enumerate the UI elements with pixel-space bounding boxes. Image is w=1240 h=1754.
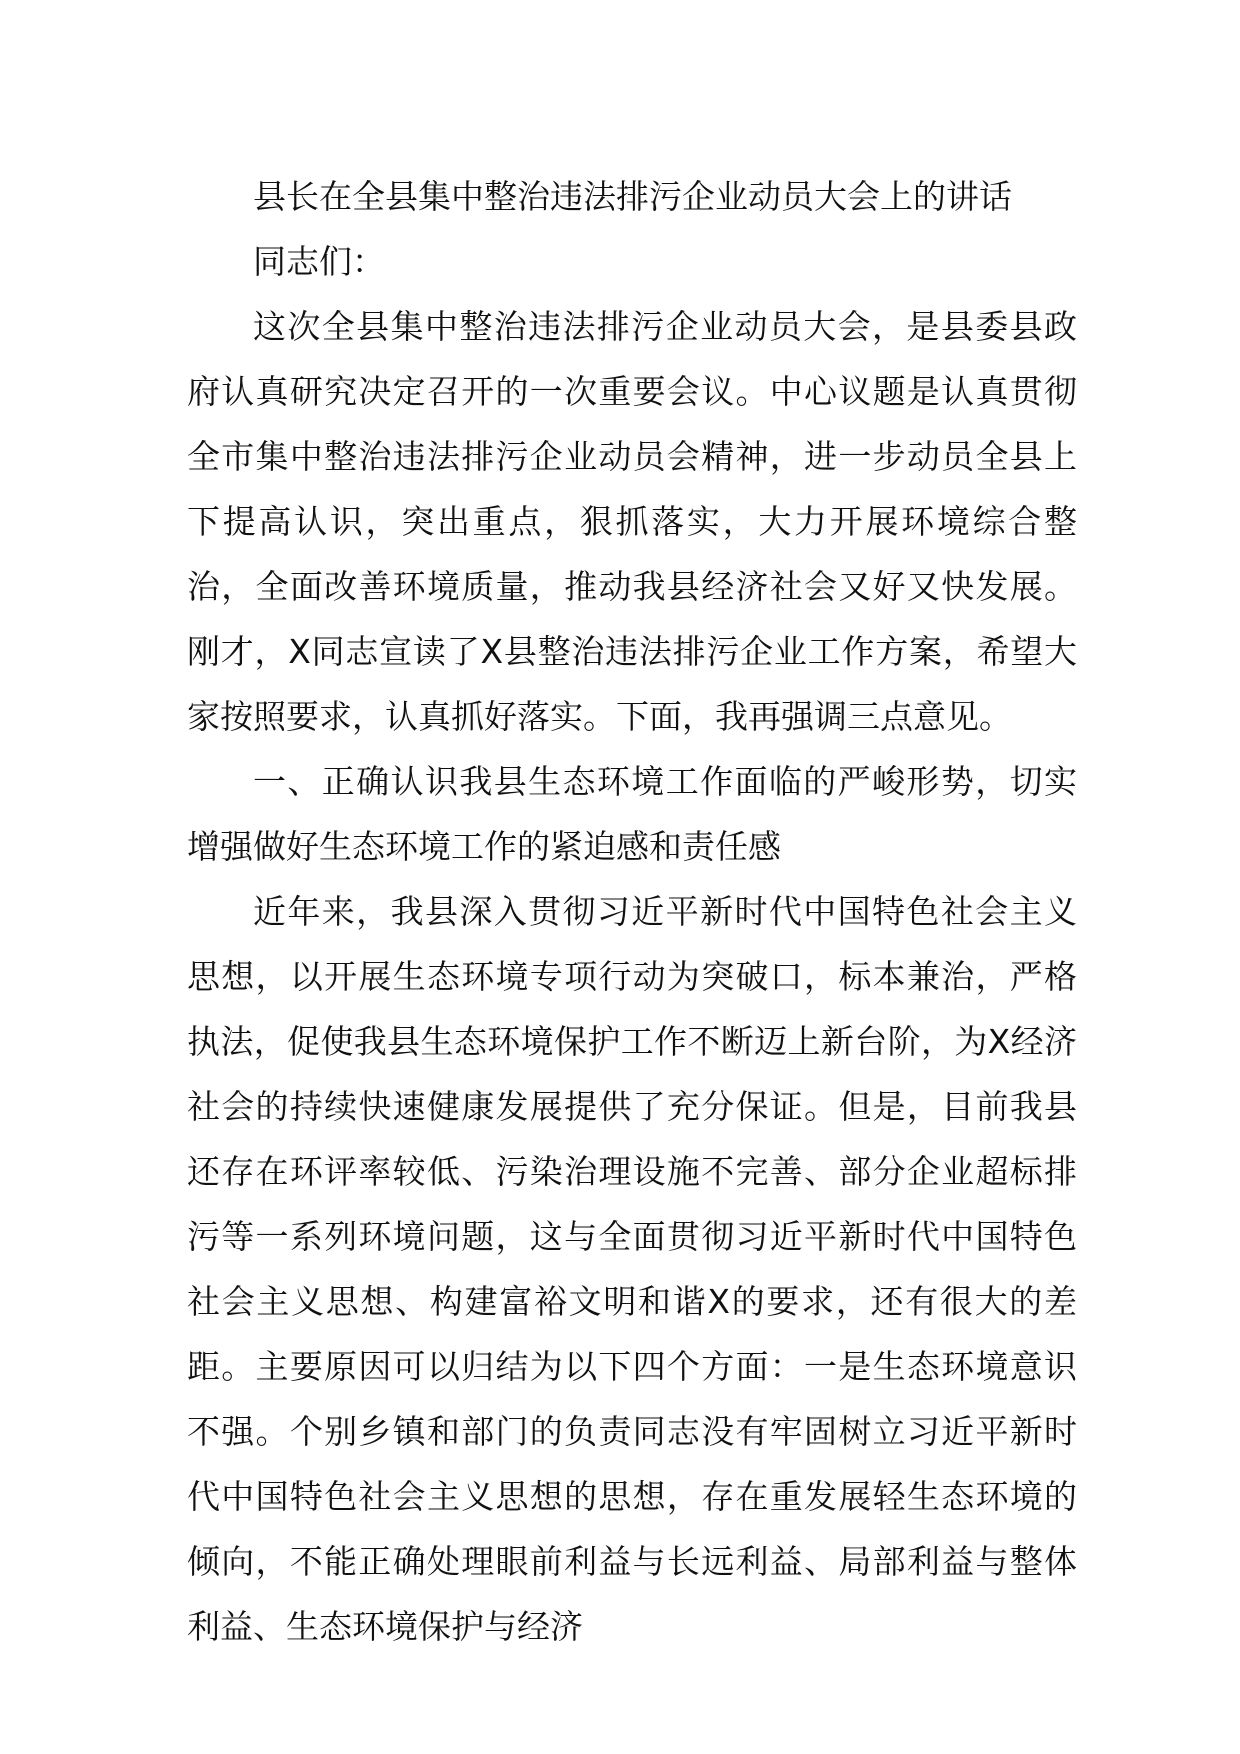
salutation: 同志们： xyxy=(253,242,385,281)
speech-title: 县长在全县集中整治违法排污企业动员大会上的讲话 xyxy=(253,177,1012,216)
paragraph-intro: 这次全县集中整治违法排污企业动员大会，是县委县政府认真研究决定召开的一次重要会议。中心议题是认真贯彻全市集中整治违法排污企业动员会精神，进一步动员全县上下提高认识，突出重点，狠抓落实，大力开展环境综合整治，全面改善环境质量，推动我县经济社会又好又快发展。刚才，X同志宣读了X县整治违法排污企业工作方案，希望大家按照要求，认真抓好落实。下面，我再强调三点意见。 xyxy=(187,307,1077,736)
paragraph-situation: 近年来，我县深入贯彻习近平新时代中国特色社会主义思想，以开展生态环境专项行动为突破口，标本兼治，严格执法，促使我县生态环境保护工作不断迈上新台阶，为X经济社会的持续快速健康发展提供了充分保证。但是，目前我县还存在环评率较低、污染治理设施不完善、部分企业超标排污等一系列环境问题，这与全面贯彻习近平新时代中国特色社会主义思想、构建富裕文明和谐X的要求，还有很大的差距。主要原因可以归结为以下四个方面：一是生态环境意识不强。个别乡镇和部门的负责同志没有牢固树立习近平新时代中国特色社会主义思想的思想，存在重发展轻生态环境的倾向，不能正确处理眼前利益与长远利益、局部利益与整体利益、生态环境保护与经济 xyxy=(187,892,1077,1646)
section-heading-1: 一、正确认识我县生态环境工作面临的严峻形势，切实增强做好生态环境工作的紧迫感和责任感 xyxy=(187,762,1077,866)
document-body xyxy=(187,164,1077,1659)
